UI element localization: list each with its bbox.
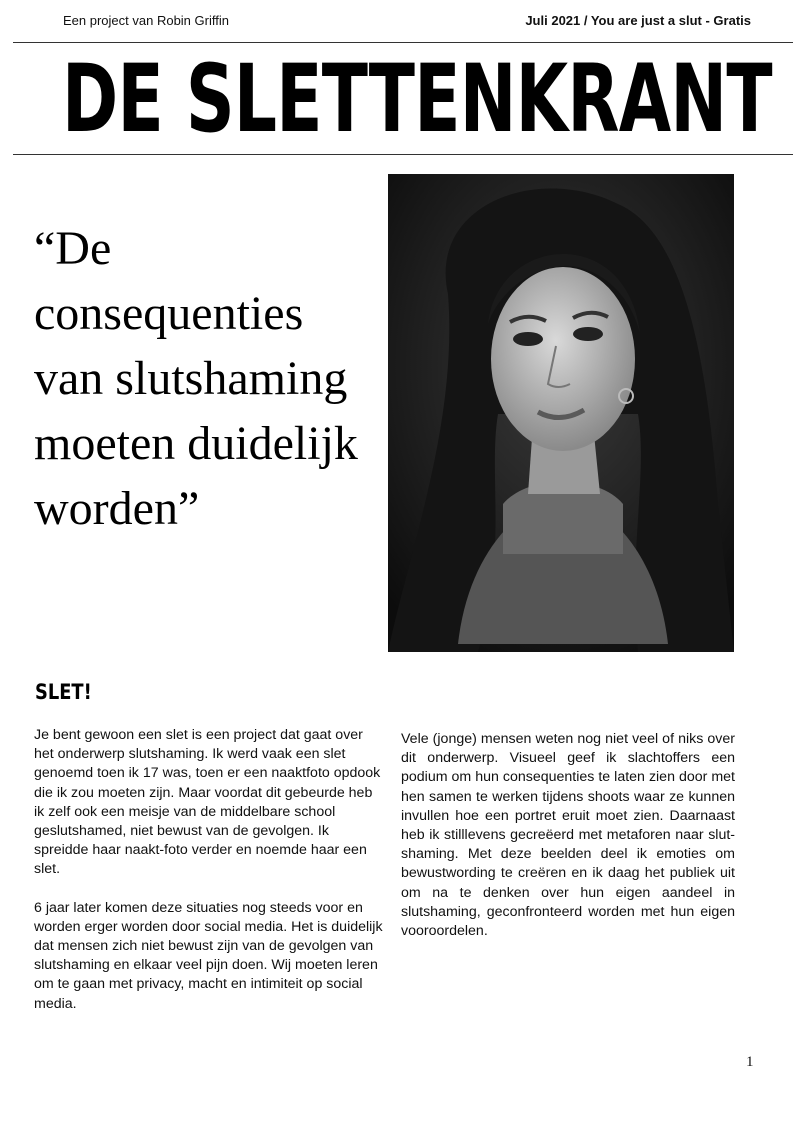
article-column-right xyxy=(401,730,735,960)
pull-quote: “De consequenties van slutshaming moeten duidelijk worden” xyxy=(34,222,358,535)
portrait-photo xyxy=(388,174,734,652)
masthead-top-rule xyxy=(13,42,793,43)
header-issue-info: Juli 2021 / You are just a slut - Gratis xyxy=(525,13,751,28)
masthead-bottom-rule xyxy=(13,154,793,155)
header-credit: Een project van Robin Griffin xyxy=(63,13,229,28)
paragraph: Je bent gewoon een slet is een project dat gaat over het onderwerp slutshaming. Ik werd vaak een slet genoemd toen ik 17 was, toen er een naaktfoto opdook die ik zou moeten zijn. Maar voordat dit gebeurde heb ik zelf ook een meisje van de middelbare school geslutshamed, niet bewust van de gevolgen. Ik spreidde haar naakt-foto verder en noemde haar een slet. xyxy=(34,727,381,878)
section-heading: SLET! xyxy=(35,680,92,704)
masthead-title: DE SLETTENKRANT xyxy=(62,45,772,154)
paragraph: 6 jaar later komen deze situaties nog steeds voor en worden erger worden door social media. Het is duidelijk dat mensen zich niet bewust zijn van de gevolgen van slutshaming en elkaar veel pijn doen. Wij moeten leren om te gaan met privacy, macht en intimiteit op social media. xyxy=(34,899,383,1012)
page-number: 1 xyxy=(746,1054,754,1070)
paragraph: Vele (jonge) mensen weten nog niet veel of niks over dit onderwerp. Visueel geef ik slachtoffers een podium om hun consequenties te laten zien door met hen samen te werken tijdens shoots waar ze kunnen invullen hoe een portret eruit moet zien. Daarnaast heb ik stilllevens gecreëerd met metaforen naar slut-shaming. Met deze beelden deel ik emoties om bewustwording te creëren en ik daag het publiek uit om na te denken over hun eigen aandeel in slutshaming, geconfronteerd worden met hun eigen vooroordelen. xyxy=(401,731,735,940)
article-column-left xyxy=(34,726,386,1033)
